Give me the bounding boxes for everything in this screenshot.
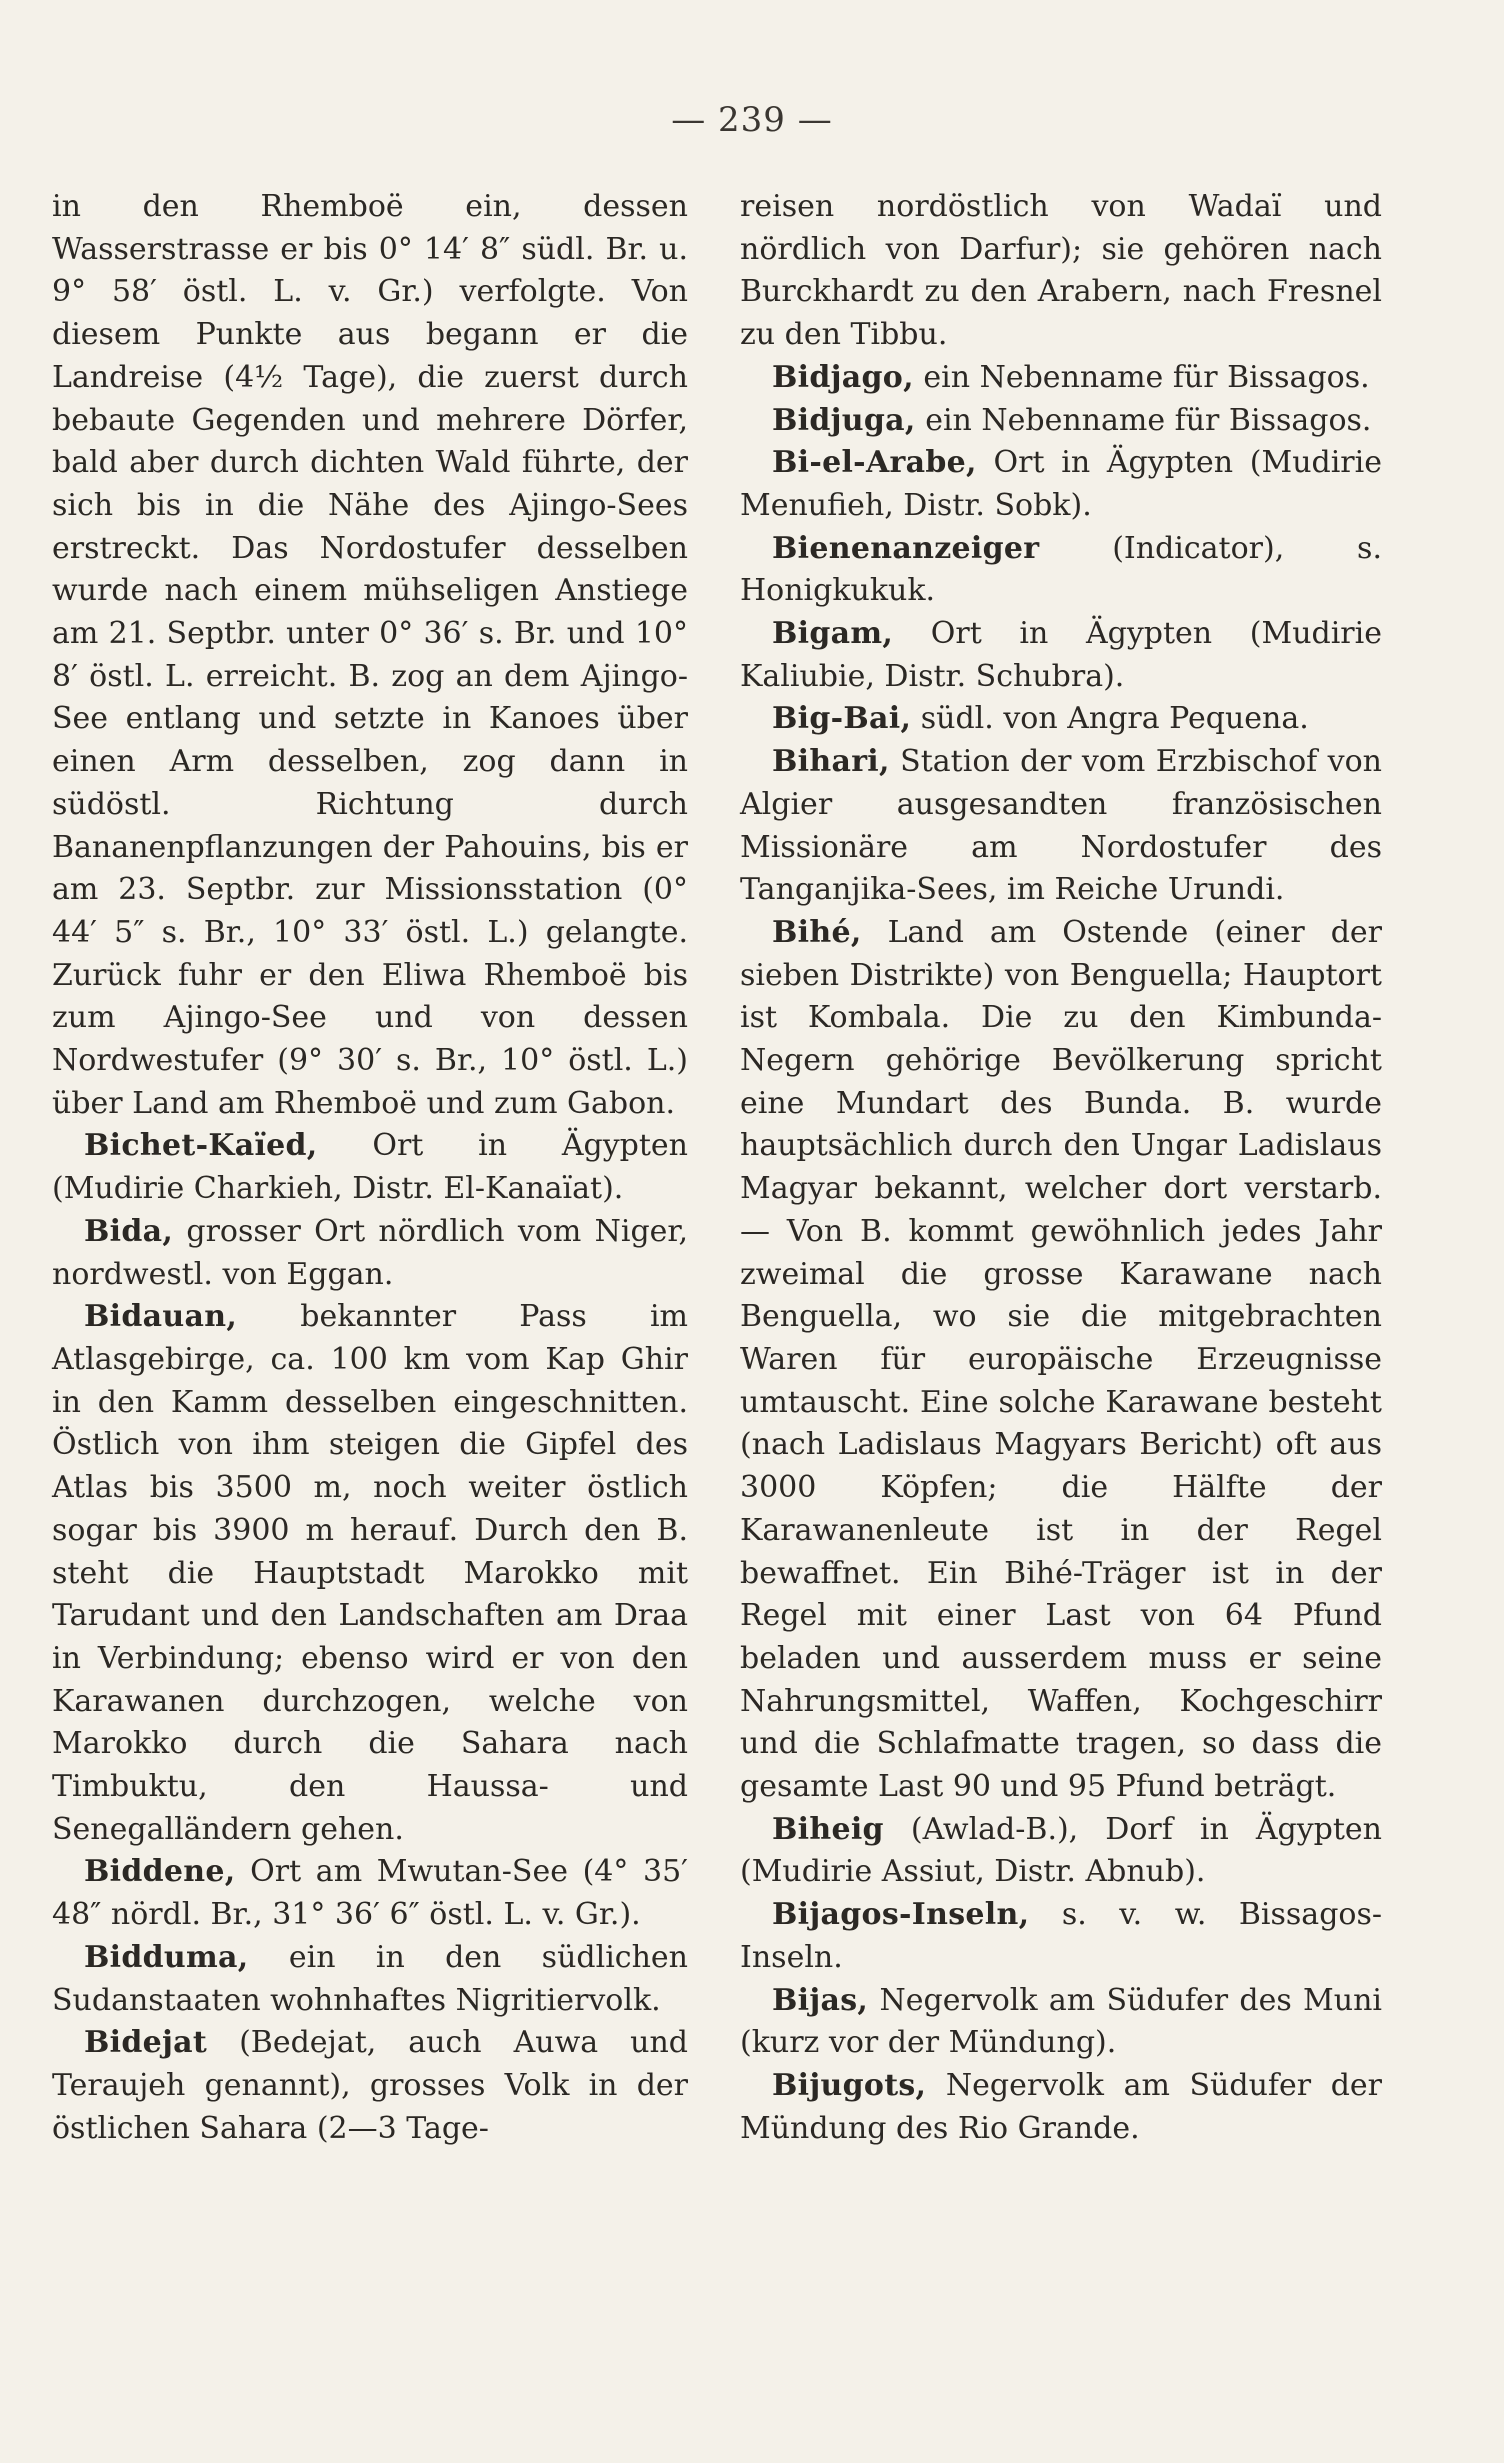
dictionary-entry — [52, 1937, 688, 2022]
left-column — [52, 186, 688, 2150]
entry-text: ein Nebenname für Bissagos. — [913, 359, 1370, 395]
entry-text: Land am Ostende (einer der sieben Distrikte) von Benguella; Hauptort ist Kombala. Die zu den Kimbunda-Negern gehörige Bevölkerung spricht eine Mundart des Bunda. B. wurde hauptsächlich durch den Ungar Ladislaus Magyar bekannt, welcher dort verstarb. — Von B. kommt gewöhnlich jedes Jahr zweimal die grosse Karawane nach Benguella, wo sie die mitgebrachten Waren für europäische Erzeugnisse umtauscht. Eine solche Karawane besteht (nach Ladislaus Magyars Bericht) oft aus 3000 Köpfen; die Hälfte der Karawanenleute ist in der Regel bewaffnet. Ein Bihé-Träger ist in der Regel mit einer Last von 64 Pfund beladen und ausserdem muss er seine Nahrungsmittel, Waffen, Kochgeschirr und die Schlafmatte tragen, so dass die gesamte Last 90 und 95 Pfund beträgt. — [740, 914, 1382, 1805]
dictionary-entry — [740, 698, 1382, 741]
entry-text: (Awlad-B.), Dorf in Ägypten (Mudirie Assiut, Distr. Abnub). — [740, 1811, 1382, 1890]
entry-text: ein Nebenname für Bissagos. — [915, 402, 1372, 438]
entry-headword: Bichet-Kaïed, — [84, 1128, 318, 1164]
dictionary-entry — [52, 1296, 688, 1851]
entry-headword: Bidjago, — [772, 359, 914, 395]
continuation-text: reisen nordöstlich von Wadaï und nördlich von Darfur); sie gehören nach Burckhardt zu den Arabern, nach Fresnel zu den Tibbu. — [740, 189, 1382, 353]
entry-text: Ort in Ägypten (Mudirie Kaliubie, Distr. Schubra). — [740, 616, 1382, 694]
entry-text: Ort in Ägypten (Mudirie Menufieh, Distr. Sobk). — [740, 445, 1382, 523]
entry-headword: Biddene, — [84, 1854, 236, 1890]
entry-headword: Bienenanzeiger — [772, 530, 1040, 566]
entry-text: Ort am Mwutan-See (4° 35′ 48″ nördl. Br., 31° 36′ 6″ östl. L. v. Gr.). — [52, 1854, 688, 1933]
entry-headword: Bidejat — [84, 2025, 208, 2061]
entry-headword: Big-Bai, — [772, 701, 912, 737]
entry-text: (Indicator), s. Honigkukuk. — [740, 530, 1382, 609]
dictionary-entry — [740, 528, 1382, 613]
entry-headword: Bigam, — [772, 616, 894, 652]
entry-headword: Bijagos-Inseln, — [772, 1897, 1030, 1933]
entry-headword: Bida, — [84, 1213, 174, 1249]
dictionary-entry — [740, 1809, 1382, 1894]
entry-text: Ort in Ägypten (Mudirie Charkieh, Distr. El-Kanaïat). — [52, 1128, 688, 1207]
dictionary-entry — [52, 1851, 688, 1936]
entry-text: Negervolk am Südufer der Mündung des Rio Grande. — [740, 2067, 1382, 2146]
right-column — [740, 186, 1382, 2150]
entry-headword: Biheig — [772, 1811, 884, 1847]
dictionary-entry — [740, 741, 1382, 912]
dictionary-entry — [740, 2065, 1382, 2150]
dictionary-entry — [740, 912, 1382, 1809]
dictionary-entry — [740, 400, 1382, 443]
entry-headword: Bidauan, — [84, 1299, 238, 1335]
page-number: — 239 — — [671, 100, 833, 140]
entry-text: südl. von Angra Pequena. — [911, 701, 1309, 737]
dictionary-entry — [740, 613, 1382, 698]
entry-headword: Bidjuga, — [772, 402, 916, 438]
entry-headword: Bihé, — [772, 914, 862, 950]
entry-text: grosser Ort nördlich vom Niger, nordwestl. von Eggan. — [52, 1213, 688, 1292]
dictionary-entry — [740, 1980, 1382, 2065]
entry-text: (Bedejat, auch Auwa und Teraujeh genannt), grosses Volk in der östlichen Sahara (2—3 Tage- — [52, 2025, 688, 2146]
dictionary-entry — [740, 357, 1382, 400]
dictionary-entry — [740, 442, 1382, 527]
continuation-text: in den Rhemboë ein, dessen Wasserstrasse er bis 0° 14′ 8″ südl. Br. u. 9° 58′ östl. L. v. Gr.) verfolgte. Von diesem Punkte aus begann er die Landreise (4½ Tage), die zuerst durch bebaute Gegenden und mehrere Dörfer, bald aber durch dichten Wald führte, der sich bis in die Nähe des Ajingo-Sees erstreckt. Das Nordostufer desselben wurde nach einem mühseligen Anstiege am 21. Septbr. unter 0° 36′ s. Br. und 10° 8′ östl. L. erreicht. B. zog an dem Ajingo-See entlang und setzte in Kanoes über einen Arm desselben, zog dann in südöstl. Richtung durch Bananenpflanzungen der Pahouins, bis er am 23. Septbr. zur Missionsstation (0° 44′ 5″ s. Br., 10° 33′ östl. L.) gelangte. Zurück fuhr er den Eliwa Rhemboë bis zum Ajingo-See und von dessen Nordwestufer (9° 30′ s. Br., 10° östl. L.) über Land am Rhemboë und zum Gabon. — [52, 189, 688, 1121]
dictionary-entry — [740, 1894, 1382, 1979]
dictionary-entry — [52, 2022, 688, 2150]
entry-text: Station der vom Erzbischof von Algier ausgesandten französischen Missionäre am Nordostufer des Tanganjika-Sees, im Reiche Urundi. — [740, 744, 1382, 908]
dictionary-entry — [52, 1125, 688, 1210]
dictionary-entry — [52, 1211, 688, 1296]
entry-headword: Bi-el-Arabe, — [772, 445, 977, 481]
entry-headword: Bidduma, — [84, 1939, 249, 1975]
entry-text: bekannter Pass im Atlasgebirge, ca. 100 km vom Kap Ghir in den Kamm desselben eingeschnitten. Östlich von ihm steigen die Gipfel des Atlas bis 3500 m, noch weiter östlich sogar bis 3900 m herauf. Durch den B. steht die Hauptstadt Marokko mit Tarudant und den Landschaften am Draa in Verbindung; ebenso wird er von den Karawanen durchzogen, welche von Marokko durch die Sahara nach Timbuktu, den Haussa- und Senegalländern gehen. — [52, 1299, 688, 1847]
entry-headword: Bijugots, — [772, 2067, 927, 2103]
entry-text: Negervolk am Süduf​er des Muni (kurz vor der Mündung). — [740, 1982, 1382, 2061]
entry-headword: Bijas, — [772, 1982, 869, 2018]
entry-text: ein in den südlichen Sudanstaaten wohnhaftes Nigritiervolk. — [52, 1939, 688, 2018]
entry-text: s. v. w. Bissagos-Inseln. — [740, 1897, 1382, 1975]
entry-headword: Bihari, — [772, 744, 890, 780]
